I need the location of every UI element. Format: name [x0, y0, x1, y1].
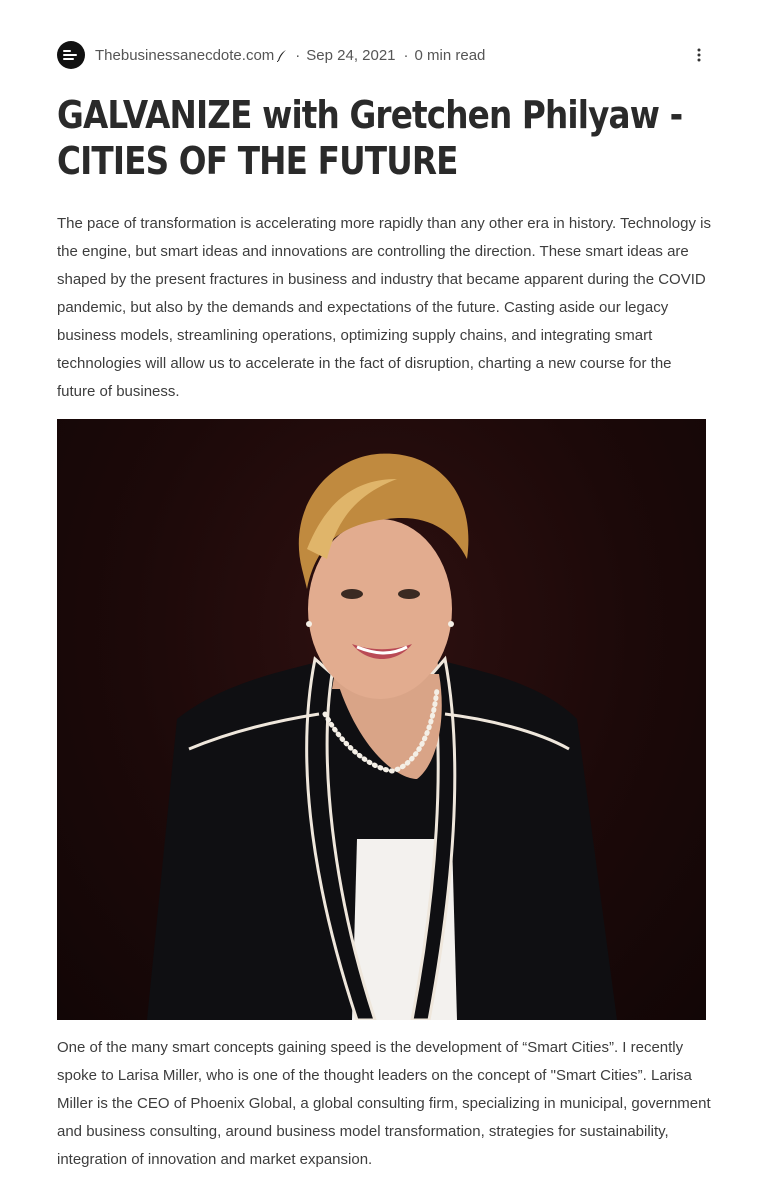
post-date: Sep 24, 2021: [306, 46, 396, 64]
more-vertical-icon: [697, 48, 701, 62]
quill-icon: [277, 49, 287, 61]
publication-logo-icon: [63, 49, 79, 61]
read-time: 0 min read: [414, 46, 486, 64]
more-options-button[interactable]: [687, 43, 711, 67]
meta-separator: ·: [295, 46, 301, 64]
author-name[interactable]: Thebusinessanecdote.com: [95, 46, 275, 64]
post-paragraph-2: One of the many smart concepts gaining speed is the development of “Smart Cities”. I recently spoke to Larisa Miller, who is one of the thought leaders on the concept of "Smart Cities”. Larisa Miller is the CEO of Phoenix Global, a global consulting firm, specializing in municipal, government and business consulting, around business model transformation, strategies for sustainability, integration of innovation and market expansion.: [57, 1039, 711, 1168]
portrait-illustration: [57, 419, 706, 1020]
post-title: GALVANIZE with Gretchen Philyaw - CITIES OF THE FUTURE: [57, 93, 683, 183]
avatar[interactable]: [57, 41, 85, 69]
portrait-photo: [57, 419, 706, 1020]
meta-separator: ·: [403, 46, 409, 64]
post-paragraph-1: The pace of transformation is accelerating more rapidly than any other era in history. Technology is the engine, but smart ideas and innovations are controlling the direction. These smart ideas are shaped by the present fractures in business and industry that became apparent during the COVID pandemic, but also by the demands and expectations of the future. Casting aside our legacy business models, streamlining operations, optimizing supply chains, and integrating smart technologies will allow us to accelerate in the fact of disruption, charting a new course for the future of business.: [57, 215, 711, 400]
post-meta: [57, 41, 711, 69]
